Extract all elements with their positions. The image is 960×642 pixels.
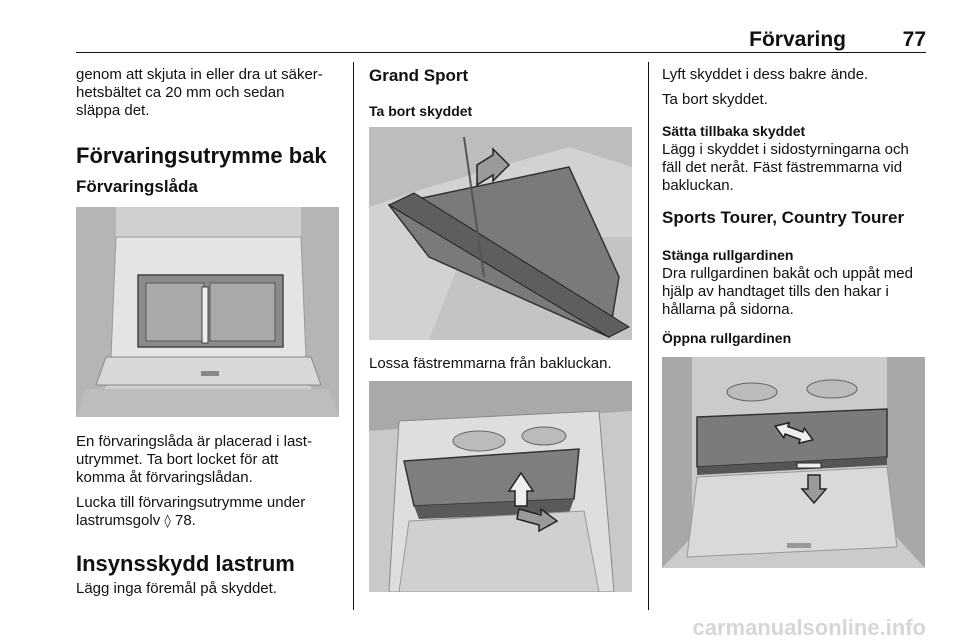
page-reference-icon: ◊ [164,514,171,529]
para1-line-1: En förvaringslåda är placerad i last- [76,433,312,450]
caption-release-straps: Lossa fästremmarna från bakluckan. [369,355,612,372]
remove-cover-text: Ta bort skyddet. [662,91,768,108]
column-divider-1 [353,62,354,610]
refit-line-3: bakluckan. [662,177,734,194]
para1-line-3: komma åt förvaringslådan. [76,469,253,486]
intro-line-1: genom att skjuta in eller dra ut säker- [76,66,323,83]
section2-text: Lägg inga föremål på skyddet. [76,580,277,597]
para2-line-2-text: lastrumsgolv [76,512,161,529]
para1-line-2: utrymmet. Ta bort locket för att [76,451,279,468]
heading-grand-sport: Grand Sport [369,66,469,85]
remove-cover-illustration [369,127,632,340]
intro-line-2: hetsbältet ca 20 mm och sedan [76,84,285,101]
refit-line-2: fäll det neråt. Fäst fästremmarna vid [662,159,903,176]
close-blind-line-3: hållarna på sidorna. [662,301,794,318]
intro-line-3: släppa det. [76,102,150,119]
para2-line-1: Lucka till förvaringsutrymme under [76,494,306,511]
sub-heading-storage-box: Förvaringslåda [76,177,198,196]
sub-heading-refit-cover: Sätta tillbaka skyddet [662,123,806,139]
column-divider-2 [648,62,649,610]
watermark: carmanualsonline.info [692,615,926,640]
release-straps-illustration [369,381,632,592]
lift-cover-text: Lyft skyddet i dess bakre ände. [662,66,869,83]
page-title: Förvaring [749,28,846,51]
page-header [76,28,926,52]
page-number: 77 [902,28,926,51]
close-blind-line-1: Dra rullgardinen bakåt och uppåt med [662,265,913,282]
page-reference-link[interactable]: 78. [174,512,196,529]
roller-blind-illustration [662,357,925,568]
para2-line-2 [76,512,196,531]
section-heading-storage: Förvaringsutrymme bak [76,143,327,168]
close-blind-line-2: hjälp av handtaget tills den hakar i [662,283,889,300]
sub-heading-remove-cover: Ta bort skyddet [369,103,473,119]
sub-heading-close-blind: Stänga rullgardinen [662,247,794,263]
sub-heading-open-blind: Öppna rullgardinen [662,330,792,346]
storage-box-illustration [76,207,339,417]
heading-sports-tourer: Sports Tourer, Country Tourer [662,208,905,227]
header-rule [76,52,926,53]
section-heading-cover: Insynsskydd lastrum [76,551,295,576]
refit-line-1: Lägg i skyddet i sidostyrningarna och [662,141,909,158]
